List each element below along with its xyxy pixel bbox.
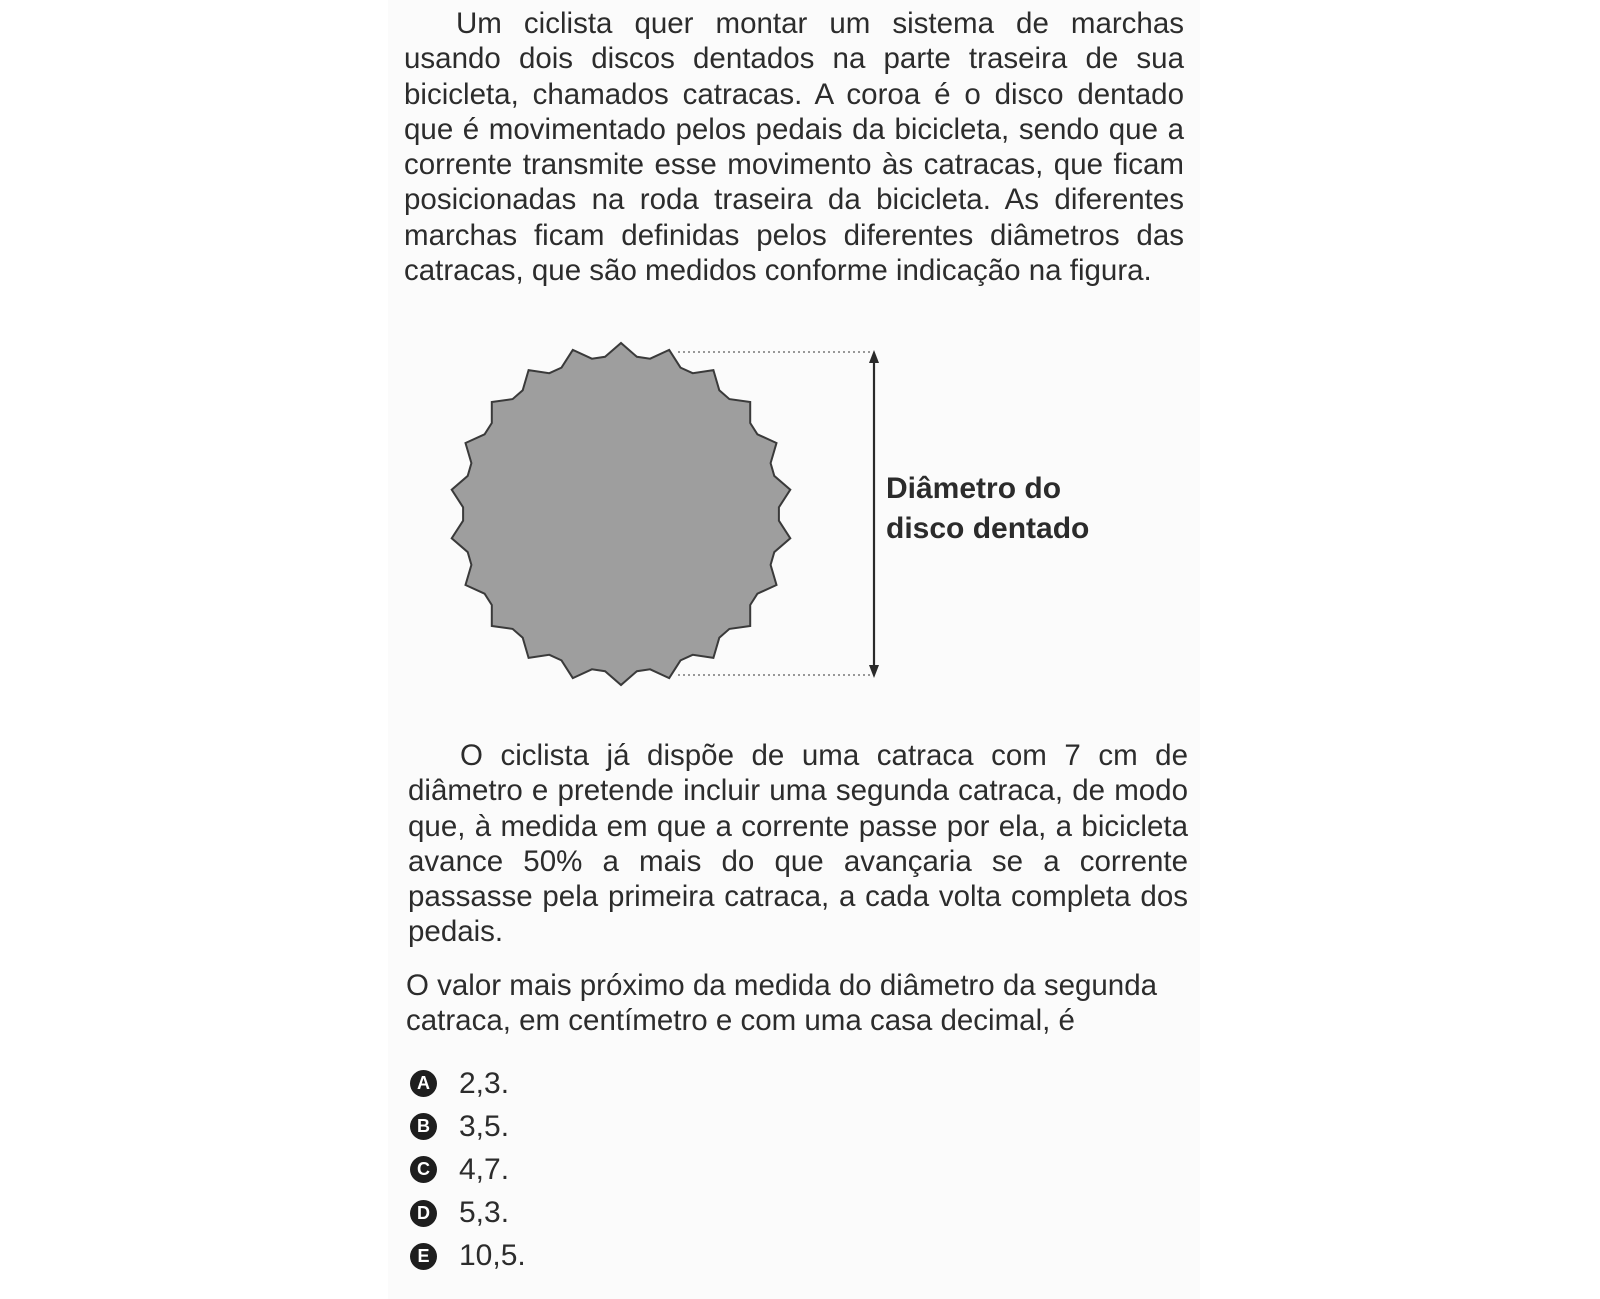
- option-a-value: 2,3.: [459, 1066, 510, 1100]
- option-e-letter-badge: E: [410, 1243, 437, 1270]
- intro-paragraph: Um ciclista quer montar um sistema de marchas usando dois discos dentados na parte traseira de sua bicicleta, chamados catracas. A coroa é o disco dentado que é movimentado pelos pedais da bicicleta, sendo que a corrente transmite esse movimento às catracas, que ficam posicionadas na roda traseira da bicicleta. As diferentes marchas ficam definidas pelos diferentes diâmetros das catracas, que são medidos conforme indicação na figura.: [404, 7, 1184, 288]
- diameter-label-line2: disco dentado: [886, 512, 1090, 545]
- option-a[interactable]: [410, 1062, 526, 1105]
- option-d-value: 5,3.: [459, 1196, 510, 1230]
- diameter-arrowhead-bottom: [869, 665, 879, 678]
- exam-page: [388, 0, 1200, 1299]
- option-c-letter-badge: C: [410, 1156, 437, 1183]
- option-e[interactable]: [410, 1235, 526, 1278]
- option-b-value: 3,5.: [459, 1109, 510, 1143]
- option-c[interactable]: [410, 1148, 526, 1191]
- question-text: O valor mais próximo da medida do diâmetro da segunda catraca, em centímetro e com uma casa decimal, é: [406, 969, 1158, 1038]
- option-a-letter-badge: A: [410, 1070, 437, 1097]
- diameter-label-line1: Diâmetro do: [886, 472, 1062, 505]
- option-d-letter-badge: D: [410, 1200, 437, 1227]
- cyclist-paragraph: O ciclista já dispõe de uma catraca com 7 cm de diâmetro e pretende incluir uma segunda catraca, de modo que, à medida em que a corrente passe por ela, a bicicleta avance 50% a mais do que avançaria se a corrente passasse pela primeira catraca, a cada volta completa dos pedais.: [408, 739, 1188, 949]
- option-e-value: 10,5.: [459, 1239, 526, 1273]
- option-b-letter-badge: B: [410, 1113, 437, 1140]
- option-b[interactable]: [410, 1105, 526, 1148]
- diameter-label: [886, 469, 1089, 549]
- option-c-value: 4,7.: [459, 1152, 510, 1186]
- option-d[interactable]: [410, 1192, 526, 1235]
- diameter-arrowhead-top: [869, 350, 879, 363]
- answer-options: [410, 1062, 526, 1278]
- gear-disc: [452, 343, 791, 685]
- gear-figure: [448, 336, 1148, 716]
